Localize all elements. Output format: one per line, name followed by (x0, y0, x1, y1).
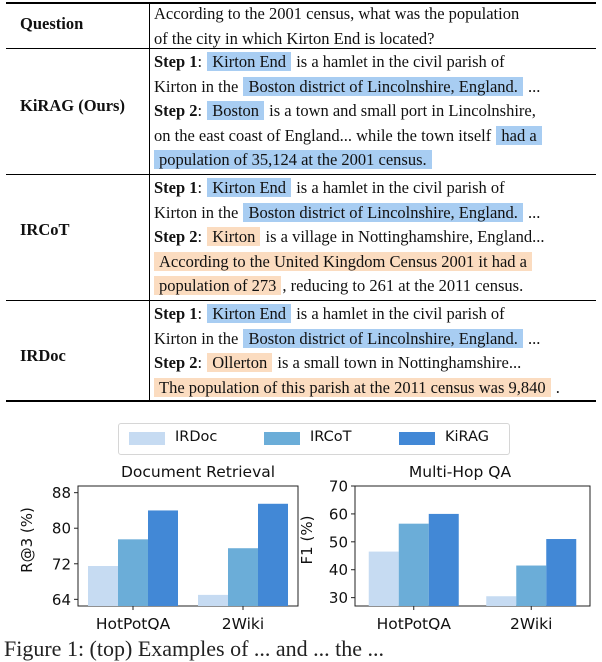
x-tick-label: HotPotQA (95, 615, 171, 630)
kirag-cell (154, 50, 594, 173)
y-axis-label: F1 (%) (298, 515, 316, 565)
legend-swatch (399, 432, 435, 445)
y-tick-label: 60 (328, 505, 348, 524)
irdoc-cell (154, 302, 594, 400)
table-bottom-rule (6, 400, 596, 402)
legend-swatch (264, 432, 300, 445)
passage-text: ... (528, 328, 541, 348)
y-tick-label: 30 (328, 589, 348, 608)
evidence-highlight: According to the United Kingdom Census 2001 it had a (154, 252, 532, 271)
y-tick-label: 50 (328, 533, 348, 552)
passage-text: is a town and small port in Lincolnshire, (269, 101, 536, 120)
table-row-rule (6, 300, 596, 301)
step-tag: Step 1 (154, 304, 198, 323)
step-tag: Step 2 (154, 227, 198, 246)
text-line: Step 2: Ollerton is a small town in Nottinghamshire... (154, 353, 522, 372)
passage-text: is a hamlet in the civil parish of (296, 178, 505, 197)
question-cell (154, 2, 594, 51)
bar-irdoc-hotpotqa (88, 566, 118, 606)
y-tick-label: 88 (51, 484, 71, 503)
header-label: Question (20, 14, 84, 33)
bar-kirag-2wiki (258, 504, 288, 606)
bar-ircot-2wiki (516, 566, 546, 606)
legend-label: IRDoc (175, 429, 218, 445)
passage-text: is a small town in Nottinghamshire... (277, 353, 522, 372)
text-line: Step 1: Kirton End is a hamlet in the civil parish of (154, 178, 505, 197)
y-tick-label: 72 (51, 555, 71, 574)
legend-label: IRCoT (310, 429, 352, 445)
entity-highlight: Kirton (207, 227, 260, 246)
ircot-cell (154, 176, 594, 299)
text-line (154, 250, 594, 275)
comparison-table (6, 0, 596, 404)
passage-text: ... (528, 76, 541, 96)
passage-text: is a village in Nottinghamshire, England... (265, 227, 545, 246)
text-line (154, 327, 594, 352)
qa-bar-chart (300, 480, 602, 630)
evidence-highlight: had a (496, 126, 541, 145)
entity-highlight: Kirton End (207, 304, 291, 323)
figure-caption: Figure 1: (top) Examples of ... and ... the ... (4, 636, 385, 661)
text-line: Step 1: Kirton End is a hamlet in the civil parish of (154, 304, 505, 323)
x-tick-label: 2Wiki (510, 615, 553, 630)
table-row-rule (6, 174, 596, 175)
y-tick-label: 40 (328, 561, 348, 580)
question-line: of the city in which Kirton End is located? (154, 28, 435, 48)
passage-text: is a hamlet in the civil parish of (296, 304, 505, 323)
passage-text: on the east coast of England... while the town itself (154, 125, 492, 145)
chart-legend (118, 423, 510, 455)
entity-highlight: Ollerton (207, 353, 272, 372)
entity-highlight: Kirton End (207, 178, 291, 197)
row-label-irdoc: IRDoc (20, 346, 66, 365)
row-label-kirag: KiRAG (Ours) (20, 96, 125, 115)
step-tag: Step 2 (154, 353, 198, 372)
passage-text: . (555, 377, 560, 397)
x-tick-label: HotPotQA (376, 615, 451, 630)
passage-text: Kirton in the (154, 202, 239, 222)
evidence-highlight: Boston district of Lincolnshire, England. (243, 329, 522, 348)
entity-highlight: Boston (207, 101, 264, 120)
bar-ircot-2wiki (228, 548, 258, 606)
step-tag: Step 1 (154, 178, 198, 197)
entity-highlight: Kirton End (207, 52, 291, 71)
chart-title: Multi-Hop QA (408, 463, 512, 481)
bar-ircot-hotpotqa (118, 539, 148, 606)
text-line: Step 1: Kirton End is a hamlet in the civil parish of (154, 52, 505, 71)
text-line: Step 2: Boston is a town and small port in Lincolnshire, (154, 101, 536, 120)
step-tag: Step 1 (154, 52, 198, 71)
text-line (154, 124, 594, 149)
evidence-highlight: Boston district of Lincolnshire, England. (243, 77, 522, 96)
bar-irdoc-hotpotqa (369, 552, 399, 606)
bar-kirag-hotpotqa (429, 514, 459, 606)
x-tick-label: 2Wiki (221, 615, 265, 630)
passage-text: is a hamlet in the civil parish of (296, 52, 505, 71)
y-tick-label: 64 (51, 590, 71, 609)
evidence-highlight: The population of this parish at the 2011 census was 9,840 (154, 378, 551, 397)
y-tick-label: 80 (51, 519, 71, 538)
passage-text: Kirton in the (154, 76, 239, 96)
y-tick-label: 70 (328, 480, 348, 496)
question-line: According to the 2001 census, what was the population (154, 4, 520, 23)
bar-ircot-hotpotqa (399, 524, 429, 606)
passage-text: , reducing to 261 at the 2011 census. (282, 276, 524, 295)
text-line (154, 201, 594, 226)
evidence-highlight: Boston district of Lincolnshire, England. (243, 203, 522, 222)
text-line (154, 148, 594, 173)
passage-text: ... (528, 202, 541, 222)
bar-irdoc-2wiki (486, 596, 516, 606)
retrieval-bar-chart (0, 480, 310, 630)
text-line (154, 274, 594, 299)
legend-swatch (129, 432, 165, 445)
evidence-highlight: population of 35,124 at the 2001 census. (154, 150, 432, 169)
text-line (154, 376, 594, 401)
chart-title: Document Retrieval (120, 463, 276, 481)
bar-kirag-hotpotqa (148, 510, 178, 606)
text-line (154, 75, 594, 100)
passage-text: Kirton in the (154, 328, 239, 348)
text-line: Step 2: Kirton is a village in Nottinghamshire, England... (154, 227, 545, 246)
bar-kirag-2wiki (546, 539, 576, 606)
step-tag: Step 2 (154, 101, 198, 120)
row-label-ircot: IRCoT (20, 220, 70, 239)
evidence-highlight: population of 273 (154, 276, 281, 295)
table-column-rule (149, 4, 150, 400)
legend-label: KiRAG (445, 429, 489, 445)
y-axis-label: R@3 (%) (18, 507, 36, 573)
bar-irdoc-2wiki (198, 595, 228, 606)
